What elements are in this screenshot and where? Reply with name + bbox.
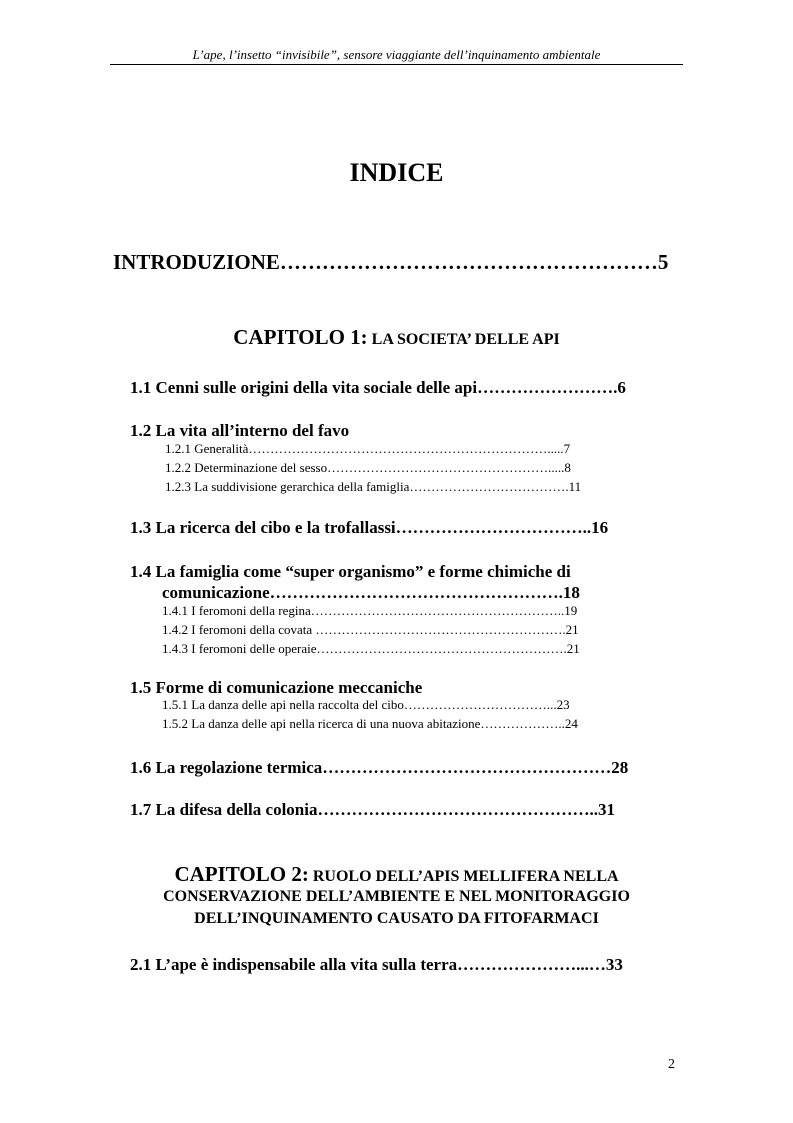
toc-entry-1-6[interactable]: 1.6 La regolazione termica……………………………………………28 [130,758,629,777]
chapter-2-heading-line-1 [110,862,683,887]
toc-entry-1-4-1[interactable]: 1.4.1 I feromoni della regina…………………………………………………..19 [162,603,578,618]
page-title: INDICE [349,158,444,187]
chapter-1-title: LA SOCIETA’ DELLE API [367,331,560,348]
chapter-2-title-line-1: RUOLO DELL’APIS MELLIFERA NELLA [308,868,619,885]
toc-entry-1-4-cont[interactable]: comunicazione…………………………………………….18 [162,583,580,602]
toc-entry-1-4[interactable]: 1.4 La famiglia come “super organismo” e forme chimiche di [130,562,571,581]
chapter-2-prefix: CAPITOLO 2: [174,862,309,886]
toc-entry-1-3[interactable]: 1.3 La ricerca del cibo e la trofallassi……………………………..16 [130,518,609,537]
running-header: L’ape, l’insetto “invisibile”, sensore viaggiante dell’inquinamento ambientale [192,47,601,62]
toc-entry-1-5[interactable]: 1.5 Forme di comunicazione meccaniche [130,678,423,697]
page-number: 2 [668,1057,675,1072]
toc-entry-1-2-2[interactable]: 1.2.2 Determinazione del sesso…………………………………………….....8 [165,460,571,475]
toc-entry-1-1[interactable]: 1.1 Cenni sulle origini della vita sociale delle api…………………….6 [130,378,626,397]
toc-entry-2-1[interactable]: 2.1 L’ape è indispensabile alla vita sulla terra…………………...…33 [130,955,623,974]
chapter-2-title-line-2: CONSERVAZIONE DELL’AMBIENTE E NEL MONITORAGGIO [163,888,630,905]
chapter-2-title-line-3: DELL’INQUINAMENTO CAUSATO DA FITOFARMACI [194,910,599,927]
toc-entry-1-2[interactable]: 1.2 La vita all’interno del favo [130,421,350,440]
toc-entry-1-7[interactable]: 1.7 La difesa della colonia…………………………………………..31 [130,800,615,819]
toc-entry-1-5-1[interactable]: 1.5.1 La danza delle api nella raccolta del cibo……………………………...23 [162,697,570,712]
toc-entry-1-4-3[interactable]: 1.4.3 I feromoni delle operaie………………………………………………….21 [162,641,580,656]
chapter-2-heading-line-3 [110,910,683,928]
toc-entry-1-4-2[interactable]: 1.4.2 I feromoni della covata ………………………………………………….21 [162,622,579,637]
toc-entry-1-2-1[interactable]: 1.2.1 Generalità…………………………………………………………….....7 [165,441,571,456]
header-rule [110,64,683,65]
toc-entry-1-5-2[interactable]: 1.5.2 La danza delle api nella ricerca di una nuova abitazione………………..24 [162,716,578,731]
chapter-1-prefix: CAPITOLO 1: [233,325,368,349]
toc-entry-1-2-3[interactable]: 1.2.3 La suddivisione gerarchica della famiglia……………………………….11 [165,479,582,494]
toc-introduction[interactable]: INTRODUZIONE………………………………………………5 [113,250,669,274]
chapter-2-heading-line-2 [110,888,683,906]
chapter-1-heading [110,325,683,350]
